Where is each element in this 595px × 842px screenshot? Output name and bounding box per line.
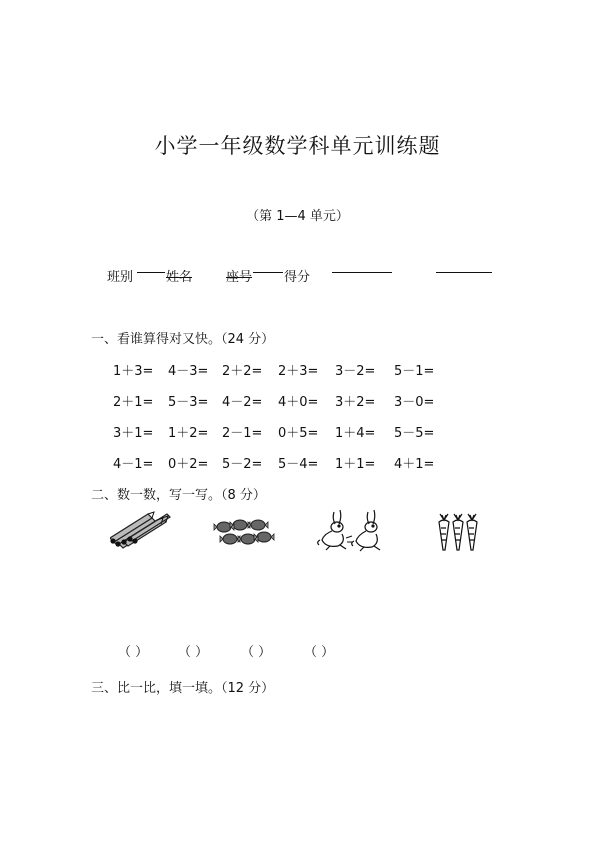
section-1-heading: 一、看谁算得对又快。（24 分） <box>91 332 275 347</box>
problem: 5－3= <box>168 395 209 410</box>
problem: 1＋1= <box>335 457 376 472</box>
page-subtitle: （第 1—4 单元） <box>246 209 349 224</box>
problem: 3＋2= <box>335 395 376 410</box>
problem: 2＋3= <box>278 364 319 379</box>
problem: 3＋1= <box>113 426 154 441</box>
problem: 2＋1= <box>113 395 154 410</box>
problem: 4－3= <box>168 364 209 379</box>
seat-blank <box>253 272 283 273</box>
section-3-heading: 三、比一比，填一填。（12 分） <box>91 681 275 696</box>
carrots-icon <box>436 512 484 552</box>
candies-icon <box>210 515 276 551</box>
problem: 4－2= <box>222 395 263 410</box>
score-answer-blank <box>436 272 492 273</box>
problem: 1＋3= <box>113 364 154 379</box>
rabbits-icon <box>316 508 386 552</box>
problem: 1＋4= <box>335 426 376 441</box>
problem: 1＋2= <box>168 426 209 441</box>
answer-paren: （ ） <box>178 645 209 660</box>
problem: 5－1= <box>394 364 435 379</box>
problem: 5－4= <box>278 457 319 472</box>
problem: 4＋0= <box>278 395 319 410</box>
problem: 2－1= <box>222 426 263 441</box>
score-label: 得分 <box>284 270 311 285</box>
answer-paren: （ ） <box>241 645 272 660</box>
name-label: 姓名 <box>166 270 193 285</box>
problem: 0＋5= <box>278 426 319 441</box>
answer-paren: （ ） <box>304 645 335 660</box>
section-2-heading: 二、数一数，写一写。（8 分） <box>91 488 266 503</box>
problem: 0＋2= <box>168 457 209 472</box>
problem: 3－0= <box>394 395 435 410</box>
problem: 5－5= <box>394 426 435 441</box>
answer-paren: （ ） <box>118 645 149 660</box>
problem: 3－2= <box>335 364 376 379</box>
name-answer-blank <box>332 272 392 273</box>
page-title: 小学一年级数学科单元训练题 <box>154 134 441 158</box>
problem: 4－1= <box>113 457 154 472</box>
pencils-icon <box>110 508 172 550</box>
problem: 2＋2= <box>222 364 263 379</box>
problem: 4＋1= <box>394 457 435 472</box>
seat-label: 座号 <box>226 270 253 285</box>
class-label: 班别 <box>107 270 134 285</box>
problem: 5－2= <box>222 457 263 472</box>
class-blank <box>137 272 165 273</box>
